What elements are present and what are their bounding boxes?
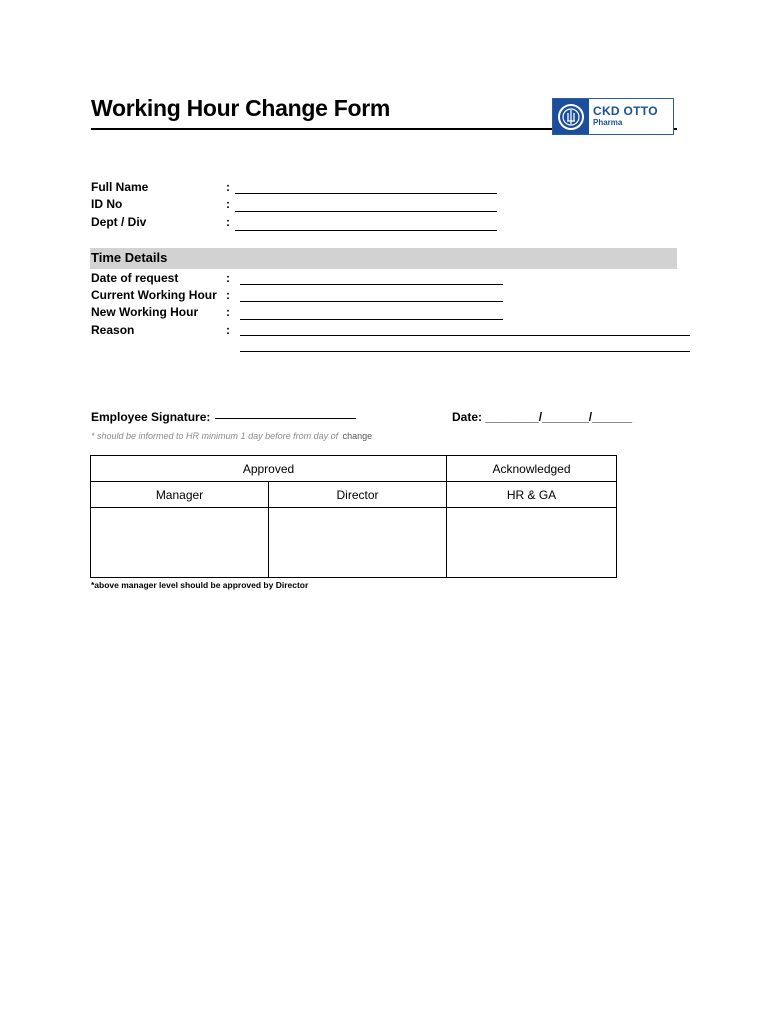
dept-div-label: Dept / Div (91, 215, 147, 229)
company-logo (552, 98, 674, 135)
hr-ga-header: HR & GA (447, 482, 617, 508)
form-title: Working Hour Change Form (91, 95, 391, 121)
dept-div-colon: : (226, 215, 230, 229)
full-name-label: Full Name (91, 180, 149, 194)
reason-field-line-2[interactable] (240, 351, 690, 352)
id-no-label: ID No (91, 197, 123, 211)
id-no-colon: : (226, 197, 230, 211)
current-working-hour-colon: : (226, 288, 230, 302)
signature-date-field[interactable]: Date: ________/_______/______ (452, 410, 633, 424)
approval-footnote: *above manager level should be approved by Director (91, 580, 309, 590)
new-working-hour-label: New Working Hour (91, 305, 199, 319)
current-working-hour-field[interactable] (240, 301, 503, 302)
hr-notice-suffix: change (342, 431, 373, 441)
acknowledged-header: Acknowledged (447, 456, 617, 482)
dept-div-field[interactable] (235, 230, 497, 231)
current-working-hour-label: Current Working Hour (91, 288, 217, 302)
logo-name: CKD OTTO (593, 104, 658, 118)
hr-notice-text: * should be informed to HR minimum 1 day before from day of (91, 431, 339, 441)
new-working-hour-field[interactable] (240, 319, 503, 320)
time-details-heading: Time Details (91, 250, 168, 265)
full-name-field[interactable] (235, 193, 497, 194)
employee-signature-field[interactable] (215, 418, 356, 419)
logo-subtitle: Pharma (593, 118, 623, 127)
hr-ga-signature-cell[interactable] (447, 508, 617, 578)
approved-header: Approved (91, 456, 447, 482)
director-signature-cell[interactable] (269, 508, 447, 578)
hr-notice (91, 426, 372, 444)
reason-field-line-1[interactable] (240, 335, 690, 336)
time-details-header (90, 248, 677, 269)
reason-label: Reason (91, 323, 135, 337)
ckd-emblem-icon (553, 99, 589, 134)
employee-signature-label: Employee Signature: (91, 410, 211, 424)
manager-header: Manager (91, 482, 269, 508)
date-of-request-label: Date of request (91, 271, 179, 285)
date-of-request-field[interactable] (240, 284, 503, 285)
date-of-request-colon: : (226, 271, 230, 285)
new-working-hour-colon: : (226, 305, 230, 319)
approval-table (90, 455, 617, 578)
manager-signature-cell[interactable] (91, 508, 269, 578)
full-name-colon: : (226, 180, 230, 194)
reason-colon: : (226, 323, 230, 337)
id-no-field[interactable] (235, 211, 497, 212)
director-header: Director (269, 482, 447, 508)
